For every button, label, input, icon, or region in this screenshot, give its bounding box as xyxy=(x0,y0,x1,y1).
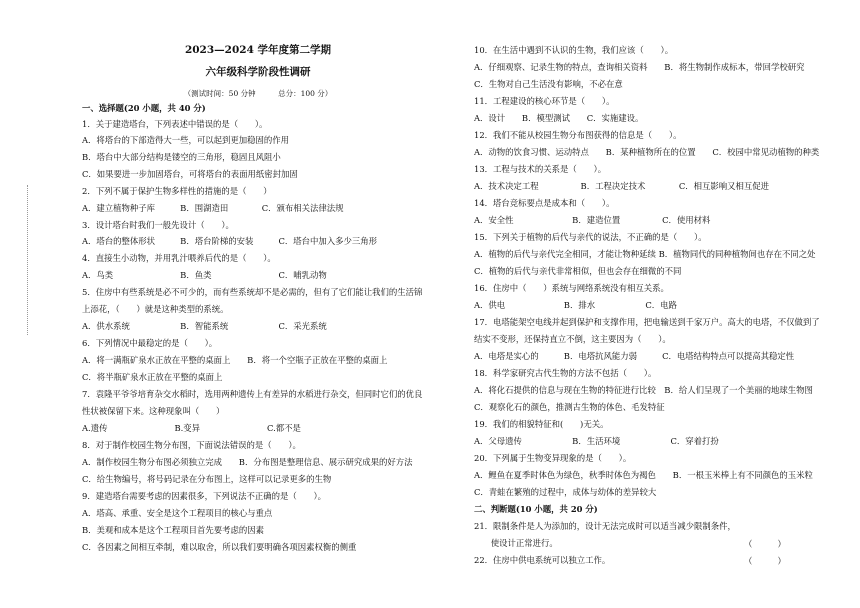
section-heading-choice: 一、选择题(20 小题，共 40 分) xyxy=(82,103,206,113)
question-line: B．美观和成本是这个工程项目首先要考虑的因素 xyxy=(82,525,265,535)
question-line: 12．我们不能从校园生物分布图获得的信息是（ ）。 xyxy=(474,130,682,140)
question-line: A．父母遗传 B．生活环境 C．穿着打扮 xyxy=(474,436,719,446)
question-line: A．设计 B．模型测试 C．实施建设。 xyxy=(474,113,644,123)
question-line: A．将化石提供的信息与现在生物的特征进行比较 B．给人们呈现了一个美丽的地球生物图 xyxy=(474,385,813,395)
question-line: 21．限制条件是人为添加的，设计无法完成时可以适当减少限制条件， xyxy=(474,521,736,531)
question-line: C．生物对自己生活没有影响，不必在意 xyxy=(474,79,623,89)
question-line: 性状被保留下来。这种现象叫（ ） xyxy=(82,406,225,416)
question-line: 20．下列属于生物变异现象的是（ ）。 xyxy=(474,453,632,463)
answer-parenthesis: （ ） xyxy=(744,556,786,566)
question-line: A．将塔台的下部造得大一些，可以起到更加稳固的作用 xyxy=(82,135,290,145)
question-line: 14．塔台竞标要点是成本和（ ）。 xyxy=(474,198,615,208)
question-line: 3．设计塔台时我们一般先设计（ ）。 xyxy=(82,220,234,230)
question-line: A．动物的饮食习惯、运动特点 B．某种植物所在的位置 C．校园中常见动植物的种类 xyxy=(474,147,820,157)
question-line: A．塔高、承重、安全是这个工程项目的核心与重点 xyxy=(82,508,273,518)
question-line: 2．下列不属于保护生物多样性的措施的是（ ） xyxy=(82,186,272,196)
question-line: A．建立植物种子库 B．围湖造田 C．颁布相关法律法规 xyxy=(82,203,344,213)
exam-meta: （测试时间：50 分钟 总分：100 分） xyxy=(183,89,333,98)
question-line: 15．下列关于植物的后代与亲代的说法，不正确的是（ ）。 xyxy=(474,232,707,242)
question-line: 17．电塔能架空电线并起到保护和支撑作用，把电输送到千家万户。高大的电塔，不仅做到了 xyxy=(474,317,820,327)
question-line: C．如果要进一步加固塔台，可将塔台的表面用纸密封加固 xyxy=(82,169,298,179)
question-line: A．将一满瓶矿泉水正放在平整的桌面上 B．将一个空瓶子正放在平整的桌面上 xyxy=(82,355,388,365)
question-line: 使设计正常进行。 xyxy=(474,538,558,548)
question-line: A．电塔是实心的 B．电塔抗风能力弱 C．电塔结构特点可以提高其稳定性 xyxy=(474,351,795,361)
question-line: 1．关于建造塔台，下列表述中错误的是（ ）。 xyxy=(82,119,268,129)
section-heading-judgment: 二、判断题(10 小题，共 20 分) xyxy=(474,504,598,514)
exam-subtitle: 六年级科学阶段性调研 xyxy=(205,66,311,78)
question-line: C．各因素之间相互牵制，难以取舍，所以我们要明确各项因素权衡的侧重 xyxy=(82,542,357,552)
question-line: 19．我们的相貌特征和( )无关。 xyxy=(474,419,609,429)
question-line: A．供水系统 B．智能系统 C．采光系统 xyxy=(82,321,327,331)
question-line: 11．工程建设的核心环节是（ ）。 xyxy=(474,96,615,106)
question-line: 16．住房中（ ）系统与网络系统没有相互关系。 xyxy=(474,283,669,293)
question-line: C．观察化石的颜色，推测古生物的体色、毛发特征 xyxy=(474,402,665,412)
question-line: C．青蛙在繁殖的过程中，成体与幼体的差异较大 xyxy=(474,487,657,497)
binding-margin-line xyxy=(27,185,29,335)
question-line: A.遗传 B.变异 C.都不是 xyxy=(82,423,301,433)
question-line: C．植物的后代与亲代非常相似，但也会存在细微的不同 xyxy=(474,266,682,276)
question-line: 8．对于制作校园生物分布图，下面说法错误的是（ ）。 xyxy=(82,440,301,450)
question-line: A．仔细观察、记录生物的特点，查询相关资料 B．将生物制作成标本，带回学校研究 xyxy=(474,62,805,72)
question-line: A．鸟类 B．鱼类 C．哺乳动物 xyxy=(82,270,327,280)
question-line: 结实不变形，还保持直立不倒，这主要因为（ ）。 xyxy=(474,334,671,344)
answer-parenthesis: （ ） xyxy=(744,539,786,549)
question-line: 9．建造塔台需要考虑的因素很多，下列说法不正确的是（ ）。 xyxy=(82,491,327,501)
question-line: 22．住房中供电系统可以独立工作。 xyxy=(474,555,611,565)
question-line: A．安全性 B．建造位置 C．使用材料 xyxy=(474,215,711,225)
question-line: A．制作校园生物分布图必须独立完成 B．分布图是整理信息、展示研究成果的好方法 xyxy=(82,457,413,467)
question-line: B．塔台中大部分结构是镂空的三角形，稳固且风阻小 xyxy=(82,152,281,162)
question-line: 5．住房中有些系统是必不可少的，而有些系统却不是必需的，但有了它们能让我们的生活锦 xyxy=(82,287,423,297)
question-line: 18．科学家研究古代生物的方法不包括（ ）。 xyxy=(474,368,657,378)
exam-title: 2023—2024 学年度第二学期 xyxy=(184,44,332,56)
question-line: A．供电 B．排水 C．电路 xyxy=(474,300,677,310)
question-line: A．植物的后代与亲代完全相同，才能让物种延续 B．植物同代的同种植物间也存在不同之处 xyxy=(474,249,816,259)
question-line: C．给生物编号，将号码记录在分布图上，这样可以记录更多的生物 xyxy=(82,474,332,484)
question-line: 上添花，（ ）就是这种类型的系统。 xyxy=(82,304,229,314)
question-line: 10．在生活中遇到不认识的生物，我们应该（ ）。 xyxy=(474,45,674,55)
question-line: A．鲤鱼在夏季时体色为绿色，秋季时体色为褐色 B．一根玉米棒上有不同颜色的玉米粒 xyxy=(474,470,813,480)
question-line: C．将半瓶矿泉水正放在平整的桌面上 xyxy=(82,372,223,382)
question-line: 7．袁隆平爷爷培育杂交水稻时，选用两种遗传上有差异的水稻进行杂交，但同时它们的优良 xyxy=(82,389,423,399)
question-line: A．技术决定工程 B．工程决定技术 C．相互影响又相互促进 xyxy=(474,181,769,191)
question-line: 6．下列情况中最稳定的是（ ）。 xyxy=(82,338,218,348)
question-line: A．塔台的整体形状 B．塔台阶梯的安装 C．塔台中加入多少三角形 xyxy=(82,236,377,246)
question-line: 4．直接生小动物，并用乳汁喂养后代的是（ ）。 xyxy=(82,253,276,263)
question-line: 13．工程与技术的关系是（ ）。 xyxy=(474,164,607,174)
